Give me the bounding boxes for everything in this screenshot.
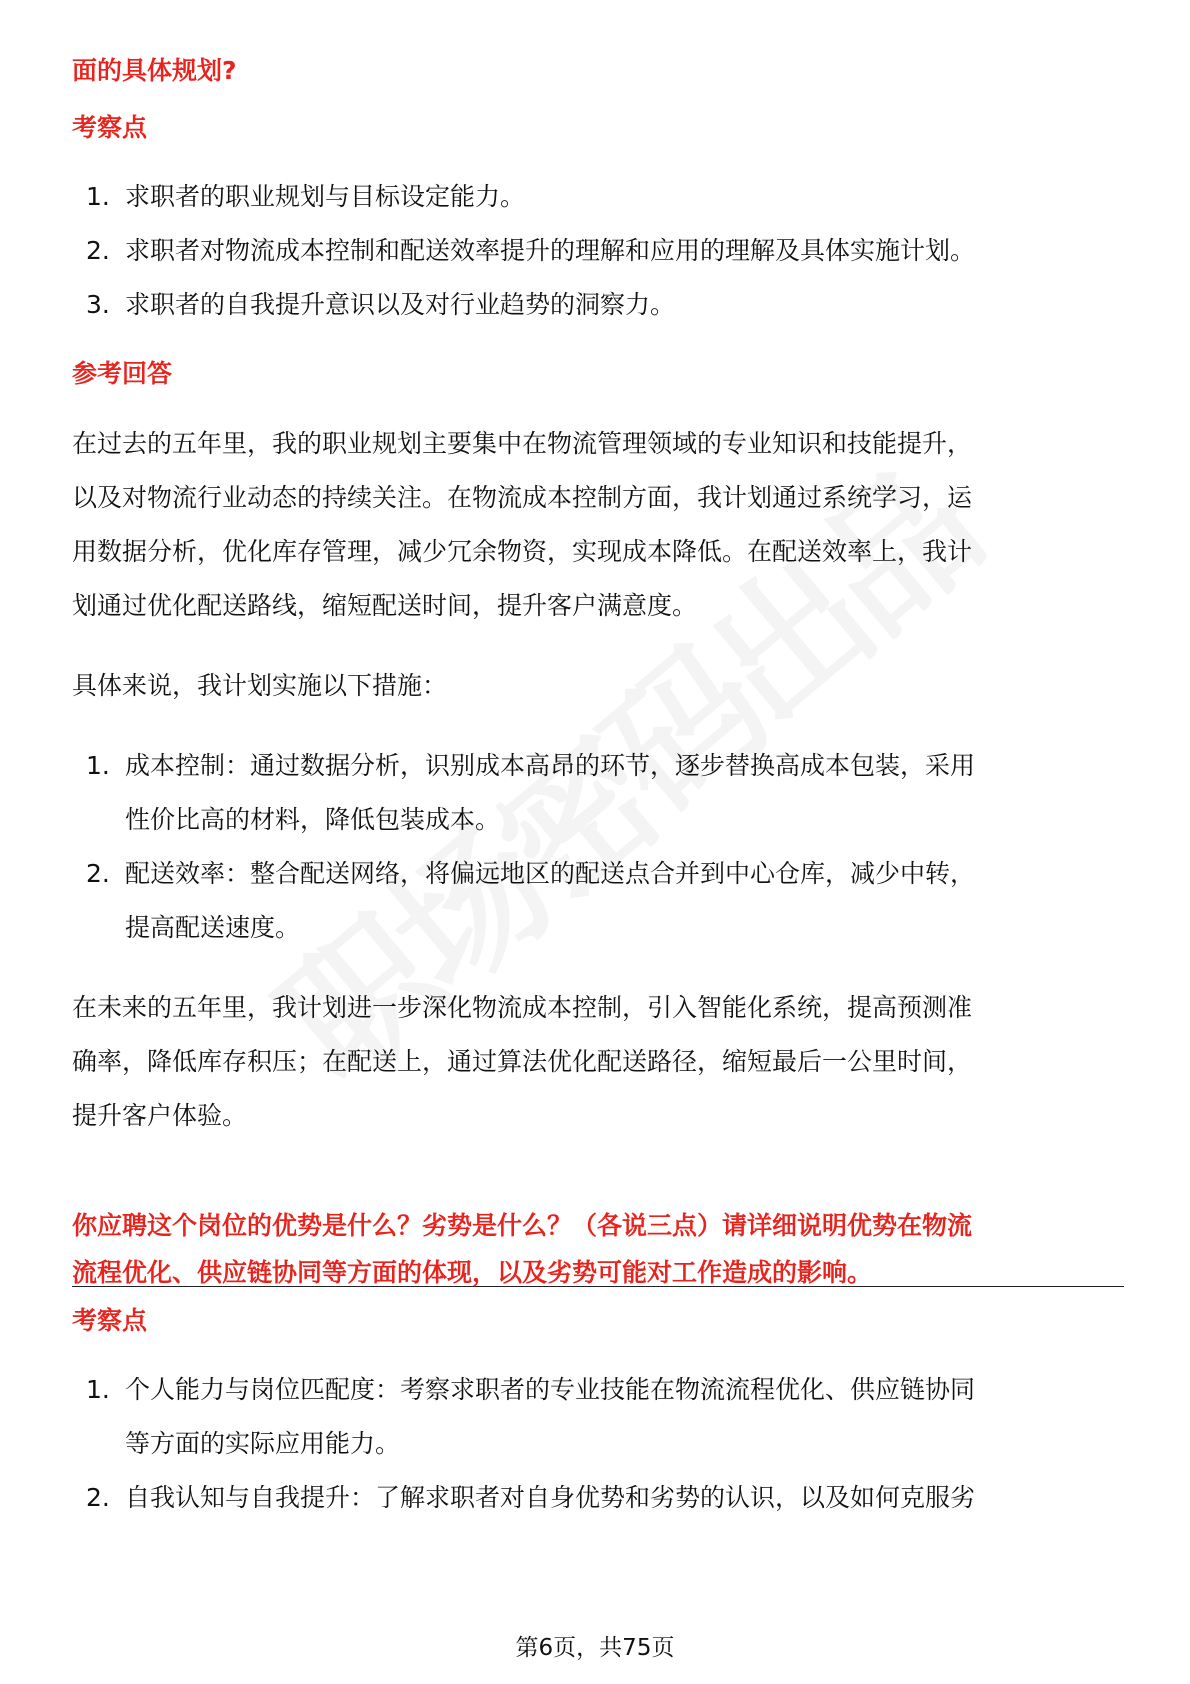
- list-item-line: 成本控制：通过数据分析，识别成本高昂的环节，逐步替换高成本包装，采用: [125, 751, 976, 780]
- focus-heading-2: 考察点: [72, 1306, 148, 1335]
- paragraph-line: 提升客户体验。: [72, 1101, 248, 1130]
- list-item: 求职者对物流成本控制和配送效率提升的理解和应用的理解及具体实施计划。: [125, 236, 976, 265]
- question-tail: 面的具体规划?: [72, 56, 237, 85]
- list-number: 1.: [86, 182, 110, 211]
- list-item: 求职者的自我提升意识以及对行业趋势的洞察力。: [125, 290, 676, 319]
- paragraph-line: 在未来的五年里，我计划进一步深化物流成本控制，引入智能化系统，提高预测准: [72, 993, 973, 1022]
- question-line: 流程优化、供应链协同等方面的体现，以及劣势可能对工作造成的影响。: [72, 1258, 873, 1287]
- paragraph-line: 用数据分析，优化库存管理，减少冗余物资，实现成本降低。在配送效率上，我计: [72, 537, 973, 566]
- list-number: 2.: [86, 1483, 110, 1512]
- list-item-line: 配送效率：整合配送网络，将偏远地区的配送点合并到中心仓库，减少中转，: [125, 859, 976, 888]
- list-item-line: 提高配送速度。: [125, 913, 301, 942]
- paragraph-line: 以及对物流行业动态的持续关注。在物流成本控制方面，我计划通过系统学习，运: [72, 483, 973, 512]
- list-item-line: 个人能力与岗位匹配度：考察求职者的专业技能在物流流程优化、供应链协同: [125, 1375, 976, 1404]
- list-item-line: 等方面的实际应用能力。: [125, 1429, 401, 1458]
- list-item-line: 性价比高的材料，降低包装成本。: [125, 805, 501, 834]
- list-number: 1.: [86, 1375, 110, 1404]
- list-item: 求职者的职业规划与目标设定能力。: [125, 182, 526, 211]
- list-number: 2.: [86, 236, 110, 265]
- answer-paragraph-2: 具体来说，我计划实施以下措施：: [72, 671, 448, 700]
- list-item-line: 自我认知与自我提升：了解求职者对自身优势和劣势的认识，以及如何克服劣: [125, 1483, 976, 1512]
- page-number: 第6页，共75页: [515, 1635, 675, 1661]
- paragraph-line: 确率，降低库存积压；在配送上，通过算法优化配送路径，缩短最后一公里时间，: [72, 1047, 973, 1076]
- focus-heading-1: 考察点: [72, 113, 148, 142]
- answer-heading: 参考回答: [72, 359, 173, 388]
- paragraph-line: 划通过优化配送路线，缩短配送时间，提升客户满意度。: [72, 591, 698, 620]
- list-number: 2.: [86, 859, 110, 888]
- list-number: 3.: [86, 290, 110, 319]
- paragraph-line: 在过去的五年里，我的职业规划主要集中在物流管理领域的专业知识和技能提升，: [72, 429, 973, 458]
- question-line: 你应聘这个岗位的优势是什么？劣势是什么？（各说三点）请详细说明优势在物流: [72, 1211, 973, 1240]
- list-number: 1.: [86, 751, 110, 780]
